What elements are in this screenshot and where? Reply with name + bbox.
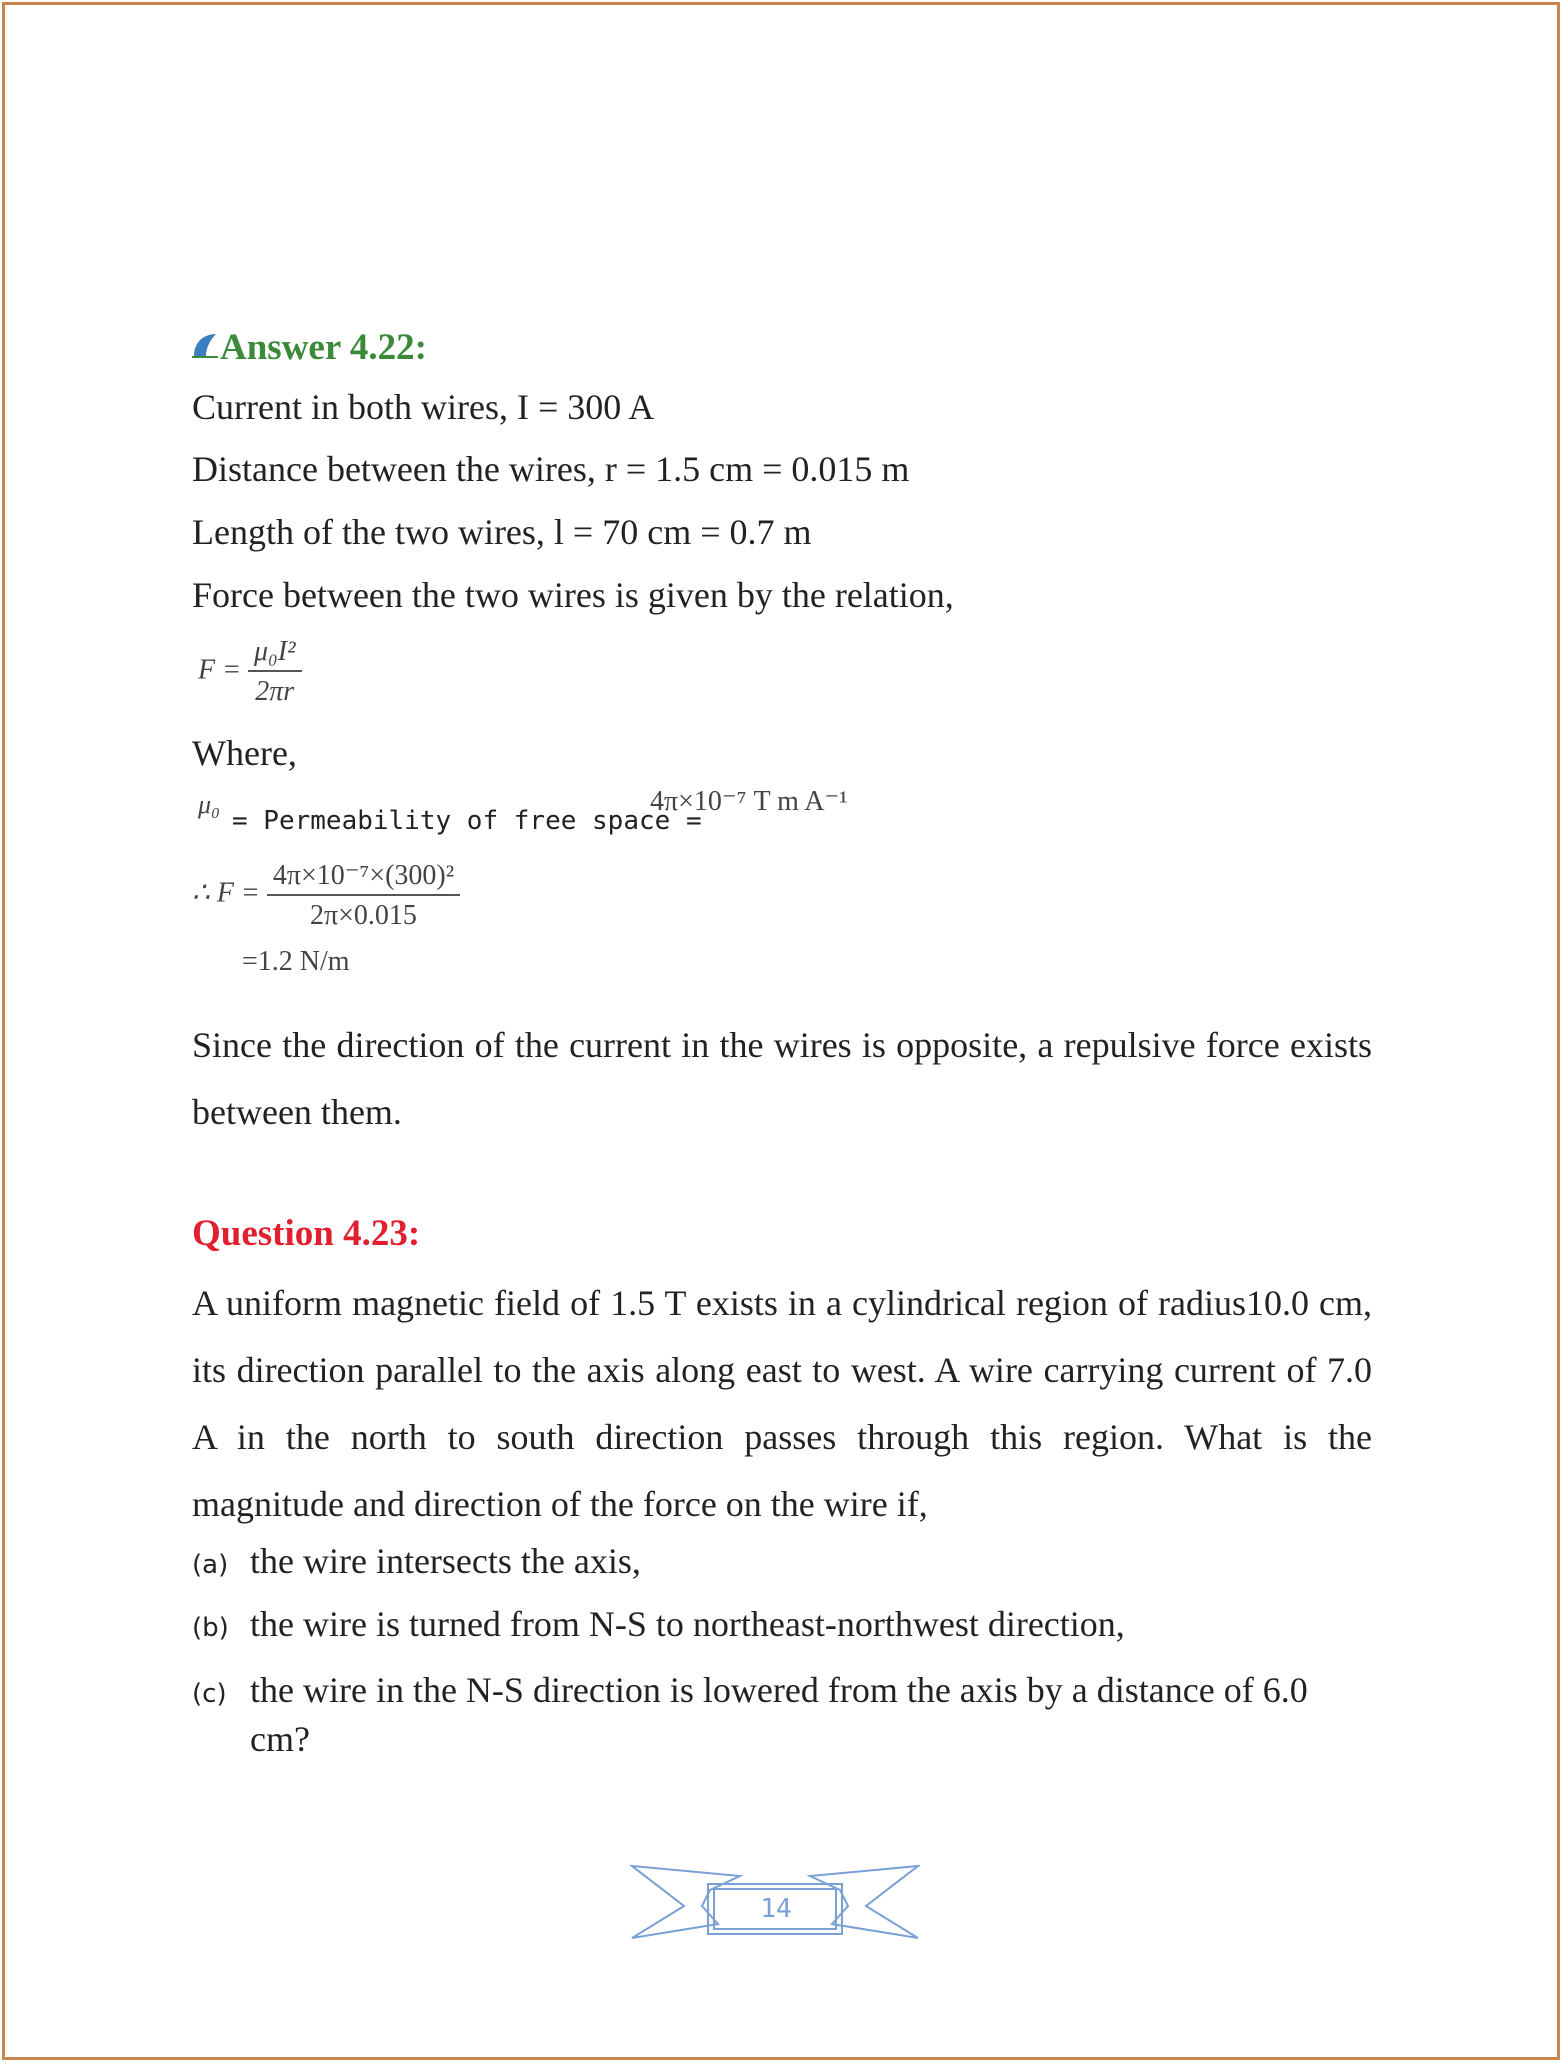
item-text: the wire is turned from N-S to northeast-northwest direction, [250,1604,1125,1644]
logo-icon [190,330,220,360]
question-item-b [192,1603,1372,1645]
permeability-label: = Permeability of free space = [232,806,702,836]
force-formula-fraction [248,636,302,708]
item-label: (a) [192,1550,229,1580]
item-label: (c) [192,1679,227,1709]
item-label: (b) [192,1613,229,1643]
force-formula-numerator: μ₀I² [248,636,302,672]
item-text: the wire in the N-S direction is lowered from the axis by a distance of 6.0 cm? [250,1670,1308,1759]
question-item-a [192,1540,1372,1582]
question-body: A uniform magnetic field of 1.5 T exists in a cylindrical region of radius10.0 cm, its direction parallel to the axis along east to west. A wire carrying current of 7.0 A in the north to south direction passes through this region. What is the magnitude and direction of the force on the wire if, [192,1283,1372,1524]
force-formula [198,636,302,708]
answer-line-distance: Distance between the wires, r = 1.5 cm = 0.015 m [192,449,910,489]
calc-denominator: 2π×0.015 [310,900,417,931]
question-heading: Question 4.23: [192,1213,421,1254]
answer-conclusion: Since the direction of the current in the wires is opposite, a repulsive force exists between them. [192,1025,1372,1132]
mu-symbol: μ₀ [198,790,221,819]
answer-line-current: Current in both wires, I = 300 A [192,387,655,427]
calc-lhs: ∴ F = [192,877,260,909]
answer-line-relation: Force between the two wires is given by the relation, [192,575,954,615]
where-label: Where, [192,733,297,773]
force-formula-lhs: F = [198,654,241,686]
page-number: 14 [760,1894,792,1924]
answer-line-length: Length of the two wires, l = 70 cm = 0.7 m [192,512,812,552]
calc-fraction [267,858,460,932]
item-text: the wire intersects the axis, [250,1541,641,1581]
question-item-c [192,1666,1372,1764]
calc-numerator: 4π×10⁻⁷×(300)² [267,858,460,896]
force-formula-denominator: 2πr [255,676,295,707]
force-calculation [192,858,460,932]
permeability-value: 4π×10⁻⁷ T m A⁻¹ [650,786,848,817]
answer-heading: Answer 4.22: [220,327,427,368]
calc-result: =1.2 N/m [242,946,350,977]
